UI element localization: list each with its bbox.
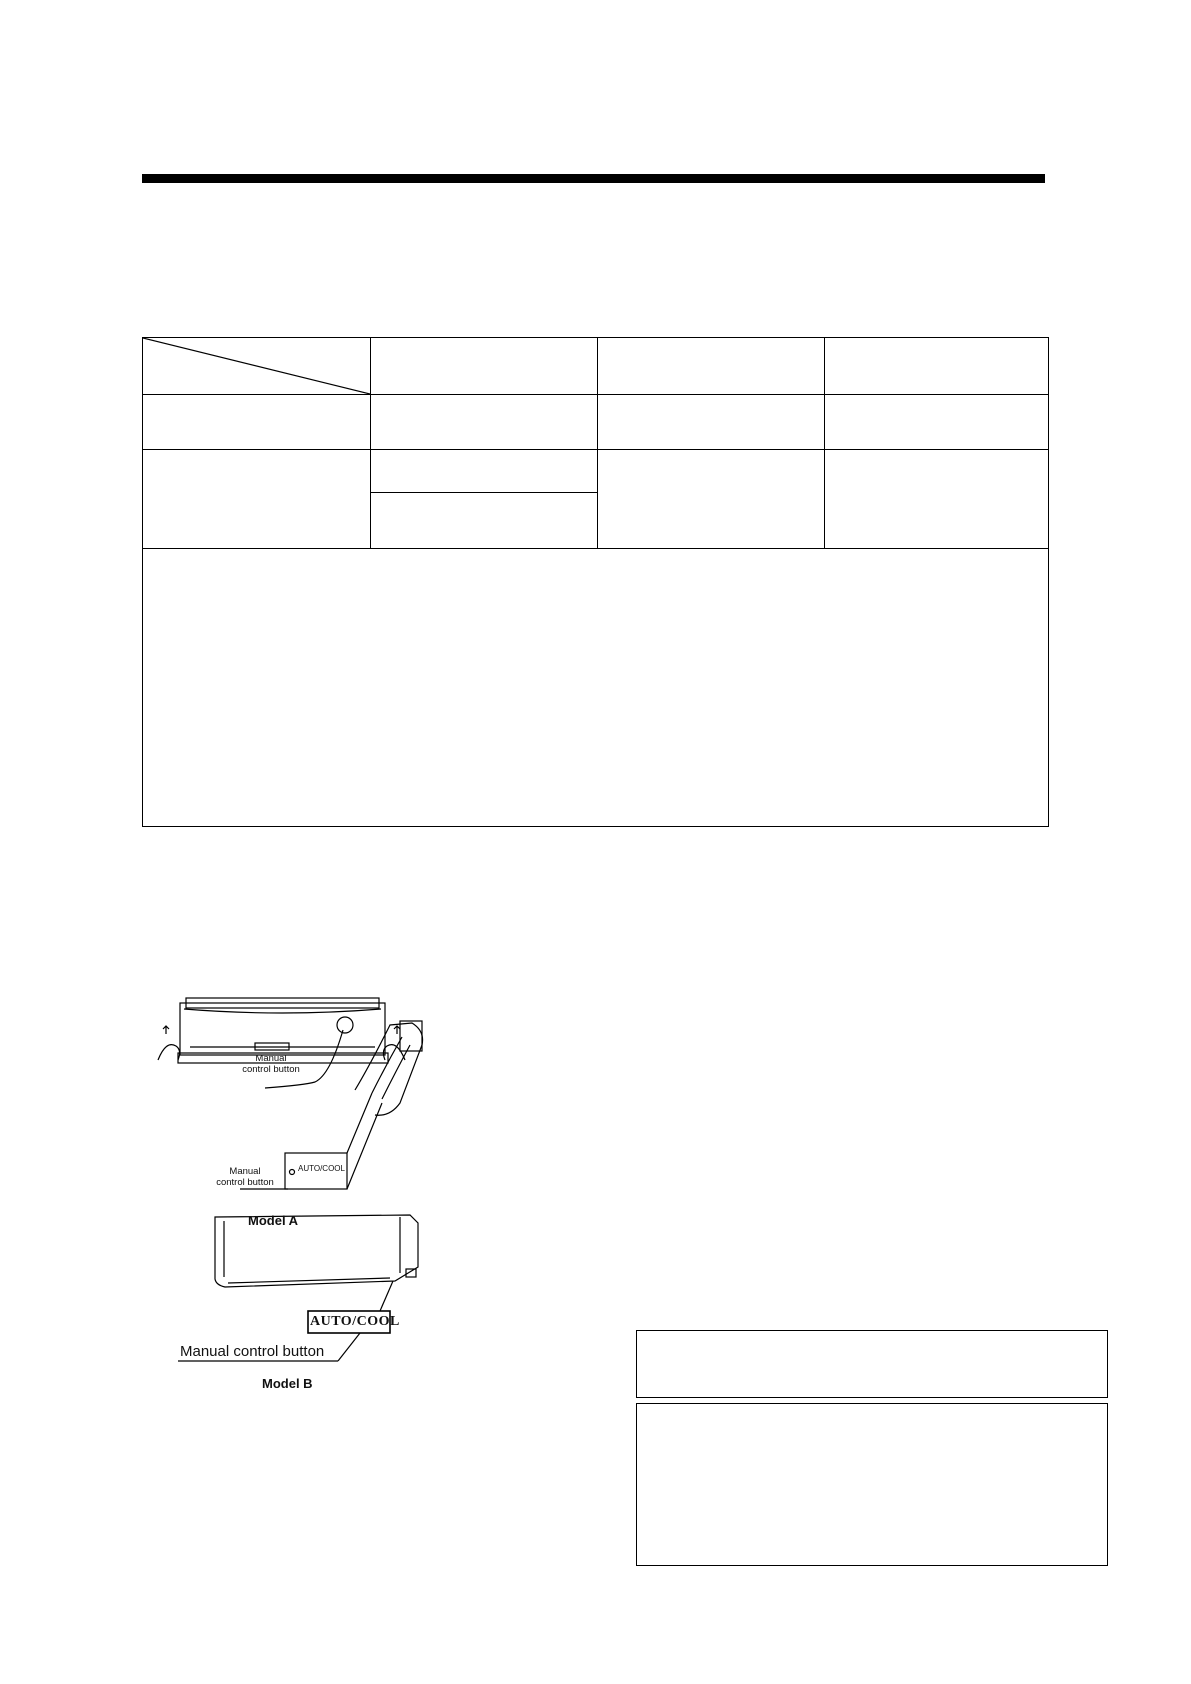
manual-control-figure — [150, 985, 590, 1455]
indoor-unit-drawings — [150, 985, 590, 1455]
table-notes-cell — [143, 549, 1049, 827]
table-cell — [825, 450, 1049, 549]
table-cell — [825, 395, 1049, 450]
note-box-top — [636, 1330, 1108, 1398]
model-a-caption: Model A — [248, 1213, 299, 1228]
model-b-caption: Model B — [262, 1376, 313, 1391]
table-header-cell — [371, 338, 598, 395]
auto-cool-button-model-b: AUTO/COOL — [310, 1314, 400, 1329]
table-header-cell — [598, 338, 825, 395]
manual-button-label-model-b: Manual control button — [180, 1343, 325, 1360]
note-box-bottom — [636, 1403, 1108, 1566]
table-cell — [371, 493, 598, 549]
table-corner-cell — [143, 338, 371, 395]
table-cell — [143, 395, 371, 450]
table-cell — [371, 450, 598, 493]
label-line: Manual — [229, 1166, 261, 1177]
header-rule — [142, 174, 1045, 183]
label-line: Manual — [255, 1053, 287, 1064]
manual-button-label-side — [200, 1166, 290, 1188]
spec-table — [142, 337, 1049, 827]
manual-button-label-top — [226, 1053, 316, 1075]
diagonal-divider — [143, 338, 370, 394]
table-cell — [598, 450, 825, 549]
table-cell — [598, 395, 825, 450]
label-line: control button — [216, 1177, 274, 1188]
table-cell — [143, 450, 371, 549]
auto-cool-button-model-a: AUTO/COOL — [298, 1164, 345, 1173]
table-header-cell — [825, 338, 1049, 395]
table-cell — [371, 395, 598, 450]
label-line: control button — [242, 1064, 300, 1075]
